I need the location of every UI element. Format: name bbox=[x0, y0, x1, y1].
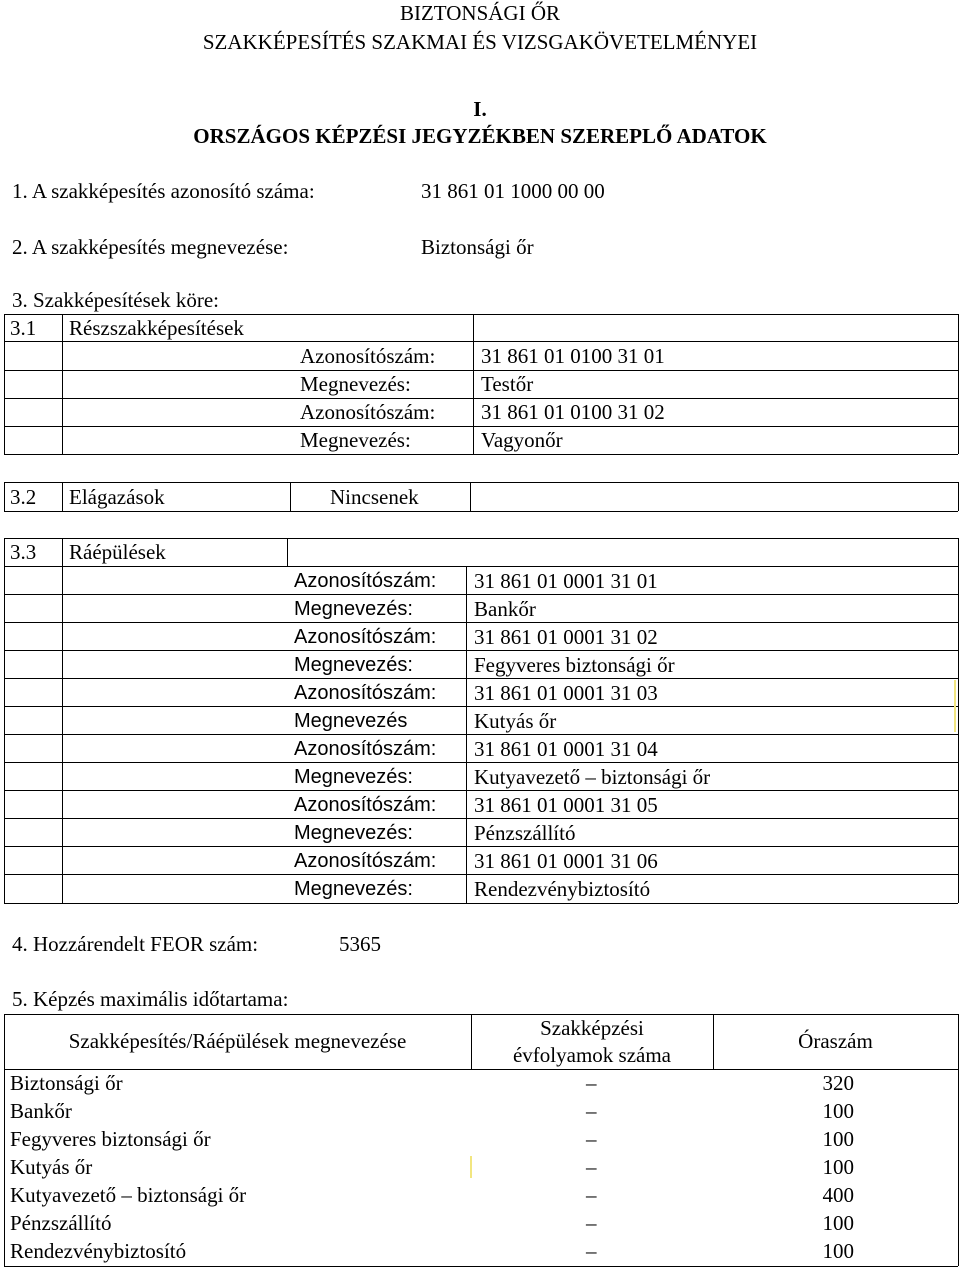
extension-row-value: Kutyavezető – biztonsági őr bbox=[474, 765, 711, 789]
extension-row-key: Megnevezés: bbox=[294, 766, 413, 788]
item2-value: Biztonsági őr bbox=[421, 235, 534, 259]
header-hours: Óraszám bbox=[798, 1029, 873, 1053]
extension-row-key: Megnevezés: bbox=[294, 598, 413, 620]
extension-row-value: 31 861 01 0001 31 05 bbox=[474, 793, 658, 817]
duration-row-name: Bankőr bbox=[10, 1099, 72, 1123]
extension-row-value: Fegyveres biztonsági őr bbox=[474, 653, 675, 677]
extension-row-value: 31 861 01 0001 31 04 bbox=[474, 737, 658, 761]
duration-row-hours: 100 bbox=[822, 1127, 854, 1151]
duration-row-name: Biztonsági őr bbox=[10, 1071, 123, 1095]
extension-row-value: Rendezvénybiztosító bbox=[474, 877, 651, 901]
item1-label: 1. A szakképesítés azonosító száma: bbox=[12, 179, 315, 203]
duration-row-name: Fegyveres biztonsági őr bbox=[10, 1127, 211, 1151]
extension-row-value: 31 861 01 0001 31 02 bbox=[474, 625, 658, 649]
partial-row-key: Megnevezés: bbox=[300, 372, 411, 396]
duration-row-years: – bbox=[586, 1071, 597, 1095]
extension-row-key: Azonosítószám: bbox=[294, 626, 437, 648]
partial-row-key: Azonosítószám: bbox=[300, 344, 436, 368]
duration-row-name: Pénzszállító bbox=[10, 1211, 112, 1235]
extension-row-key: Megnevezés: bbox=[294, 878, 413, 900]
header-years-line1: Szakképzési bbox=[540, 1016, 644, 1040]
item3-label: 3. Szakképesítések köre: bbox=[12, 288, 220, 312]
duration-row-hours: 320 bbox=[822, 1071, 854, 1095]
duration-row-years: – bbox=[586, 1155, 597, 1179]
extension-row-value: Bankőr bbox=[474, 597, 536, 621]
branches-title: Elágazások bbox=[69, 485, 165, 509]
extensions-number: 3.3 bbox=[10, 540, 37, 564]
duration-row-years: – bbox=[586, 1099, 597, 1123]
extensions-title: Ráépülések bbox=[69, 540, 166, 564]
duration-row-name: Kutyavezető – biztonsági őr bbox=[10, 1183, 247, 1207]
extension-row-key: Azonosítószám: bbox=[294, 570, 437, 592]
duration-row-name: Kutyás őr bbox=[10, 1155, 93, 1179]
partial-row-value: 31 861 01 0100 31 01 bbox=[481, 344, 665, 368]
feor-value: 5365 bbox=[339, 932, 381, 956]
extension-row-value: Kutyás őr bbox=[474, 709, 557, 733]
header-years-line2: évfolyamok száma bbox=[512, 1043, 672, 1067]
duration-row-hours: 100 bbox=[822, 1099, 854, 1123]
extension-row-value: 31 861 01 0001 31 06 bbox=[474, 849, 658, 873]
extension-row-key: Megnevezés: bbox=[294, 822, 413, 844]
extension-row-key: Azonosítószám: bbox=[294, 682, 437, 704]
partial-row-key: Azonosítószám: bbox=[300, 400, 436, 424]
duration-row-hours: 400 bbox=[822, 1183, 854, 1207]
duration-row-years: – bbox=[586, 1127, 597, 1151]
item1-value: 31 861 01 1000 00 00 bbox=[421, 179, 605, 203]
header-name: Szakképesítés/Ráépülések megnevezése bbox=[68, 1029, 407, 1053]
partial-title: Részszakképesítések bbox=[69, 316, 244, 340]
duration-row-years: – bbox=[586, 1211, 597, 1235]
extension-row-value: 31 861 01 0001 31 03 bbox=[474, 681, 658, 705]
section-title: ORSZÁGOS KÉPZÉSI JEGYZÉKBEN SZEREPLŐ ADATOK bbox=[193, 124, 767, 148]
item2-label: 2. A szakképesítés megnevezése: bbox=[12, 235, 289, 259]
partial-row-value: Testőr bbox=[481, 372, 534, 396]
duration-label: 5. Képzés maximális időtartama: bbox=[12, 987, 289, 1011]
branches-value: Nincsenek bbox=[330, 485, 419, 509]
partial-row-value: Vagyonőr bbox=[481, 428, 563, 452]
section-number: I. bbox=[473, 97, 487, 121]
extension-row-value: Pénzszállító bbox=[474, 821, 576, 845]
doc-title-line2: SZAKKÉPESÍTÉS SZAKMAI ÉS VIZSGAKÖVETELMÉNYEI bbox=[202, 30, 758, 54]
partial-row-value: 31 861 01 0100 31 02 bbox=[481, 400, 665, 424]
branches-number: 3.2 bbox=[10, 485, 37, 509]
extension-row-key: Azonosítószám: bbox=[294, 794, 437, 816]
duration-row-hours: 100 bbox=[822, 1239, 854, 1263]
highlight-mark bbox=[954, 680, 956, 732]
highlight-mark bbox=[470, 1156, 472, 1178]
duration-row-years: – bbox=[586, 1239, 597, 1263]
extension-row-key: Azonosítószám: bbox=[294, 738, 437, 760]
duration-row-hours: 100 bbox=[822, 1155, 854, 1179]
duration-row-years: – bbox=[586, 1183, 597, 1207]
feor-label: 4. Hozzárendelt FEOR szám: bbox=[12, 932, 259, 956]
extension-row-key: Megnevezés: bbox=[294, 654, 413, 676]
extension-row-value: 31 861 01 0001 31 01 bbox=[474, 569, 658, 593]
extension-row-key: Megnevezés bbox=[294, 710, 408, 732]
duration-row-hours: 100 bbox=[822, 1211, 854, 1235]
partial-number: 3.1 bbox=[10, 316, 37, 340]
duration-row-name: Rendezvénybiztosító bbox=[10, 1239, 187, 1263]
extension-row-key: Azonosítószám: bbox=[294, 850, 437, 872]
doc-title-line1: BIZTONSÁGI ŐR bbox=[399, 1, 561, 25]
partial-row-key: Megnevezés: bbox=[300, 428, 411, 452]
